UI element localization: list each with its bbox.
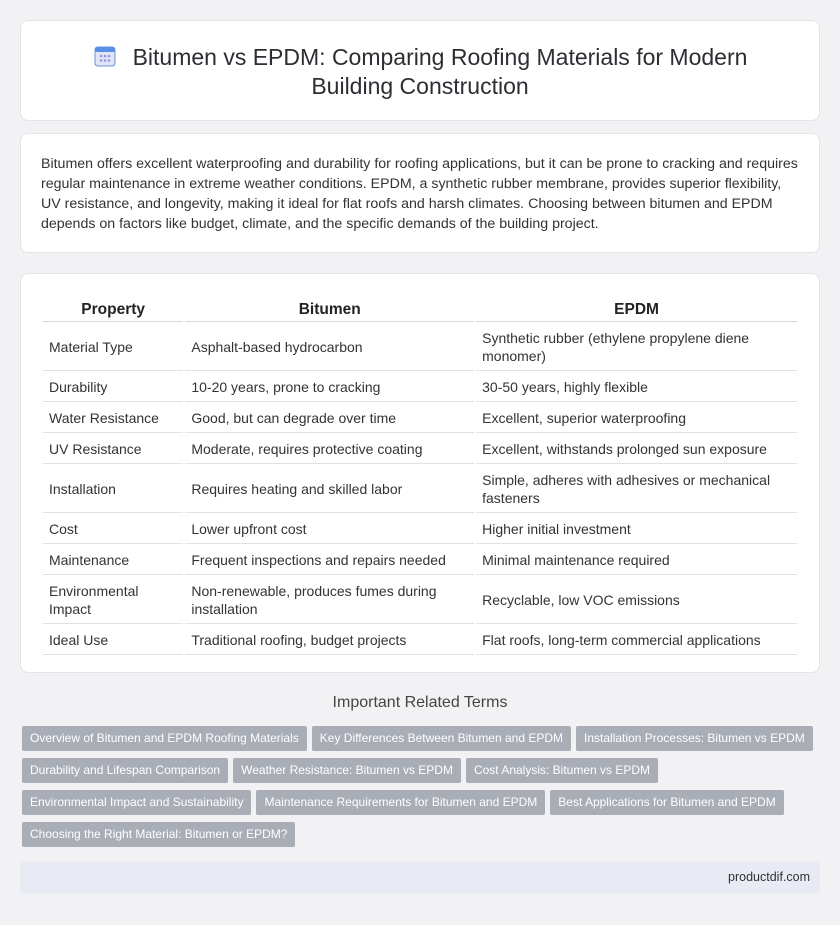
related-term-tag[interactable]: Overview of Bitumen and EPDM Roofing Materials xyxy=(22,726,307,751)
cell-bitumen: Moderate, requires protective coating xyxy=(185,435,474,464)
header-property: Property xyxy=(43,298,183,322)
table-row xyxy=(43,404,797,433)
related-terms-list xyxy=(22,726,822,854)
related-term-tag[interactable]: Environmental Impact and Sustainability xyxy=(22,790,251,815)
title-card xyxy=(20,20,820,121)
cell-epdm: Flat roofs, long-term commercial applications xyxy=(476,626,797,655)
comparison-table xyxy=(41,296,799,657)
related-term-tag[interactable]: Cost Analysis: Bitumen vs EPDM xyxy=(466,758,658,783)
calendar-icon xyxy=(93,44,117,68)
cell-epdm: Higher initial investment xyxy=(476,515,797,544)
cell-epdm: Simple, adheres with adhesives or mechanical fasteners xyxy=(476,466,797,513)
cell-property: UV Resistance xyxy=(43,435,183,464)
related-term-tag[interactable]: Best Applications for Bitumen and EPDM xyxy=(550,790,783,815)
cell-bitumen: Requires heating and skilled labor xyxy=(185,466,474,513)
cell-property: Cost xyxy=(43,515,183,544)
related-term-tag[interactable]: Choosing the Right Material: Bitumen or EPDM? xyxy=(22,822,295,847)
cell-epdm: Synthetic rubber (ethylene propylene diene monomer) xyxy=(476,324,797,371)
table-row xyxy=(43,577,797,624)
table-header-row xyxy=(43,298,797,322)
cell-property: Installation xyxy=(43,466,183,513)
cell-bitumen: Frequent inspections and repairs needed xyxy=(185,546,474,575)
comparison-card xyxy=(20,273,820,673)
page-title: Bitumen vs EPDM: Comparing Roofing Materials for Modern Building Construction xyxy=(132,44,748,99)
cell-epdm: 30-50 years, highly flexible xyxy=(476,373,797,402)
cell-epdm: Excellent, superior waterproofing xyxy=(476,404,797,433)
cell-bitumen: 10-20 years, prone to cracking xyxy=(185,373,474,402)
table-row xyxy=(43,546,797,575)
related-term-tag[interactable]: Durability and Lifespan Comparison xyxy=(22,758,228,783)
cell-epdm: Excellent, withstands prolonged sun exposure xyxy=(476,435,797,464)
footer xyxy=(20,862,820,894)
footer-site-link[interactable]: productdif.com xyxy=(728,870,810,884)
intro-paragraph: Bitumen offers excellent waterproofing and durability for roofing applications, but it can be prone to cracking and requires regular maintenance in extreme weather conditions. EPDM, a synthetic rubber membrane, provides superior flexibility, UV resistance, and longevity, making it ideal for flat roofs and harsh climates. Choosing between bitumen and EPDM depends on factors like budget, climate, and the specific demands of the building project. xyxy=(41,156,798,232)
header-epdm: EPDM xyxy=(476,298,797,322)
related-term-tag[interactable]: Key Differences Between Bitumen and EPDM xyxy=(312,726,571,751)
cell-property: Maintenance xyxy=(43,546,183,575)
table-row xyxy=(43,324,797,371)
table-row xyxy=(43,435,797,464)
related-terms-heading: Important Related Terms xyxy=(332,694,508,711)
cell-property: Environmental Impact xyxy=(43,577,183,624)
cell-property: Water Resistance xyxy=(43,404,183,433)
related-term-tag[interactable]: Maintenance Requirements for Bitumen and EPDM xyxy=(256,790,545,815)
cell-bitumen: Asphalt-based hydrocarbon xyxy=(185,324,474,371)
page-title-wrap xyxy=(21,43,819,101)
cell-bitumen: Non-renewable, produces fumes during installation xyxy=(185,577,474,624)
cell-bitumen: Good, but can degrade over time xyxy=(185,404,474,433)
cell-epdm: Recyclable, low VOC emissions xyxy=(476,577,797,624)
header-bitumen: Bitumen xyxy=(185,298,474,322)
cell-bitumen: Traditional roofing, budget projects xyxy=(185,626,474,655)
table-row xyxy=(43,626,797,655)
cell-property: Durability xyxy=(43,373,183,402)
related-term-tag[interactable]: Installation Processes: Bitumen vs EPDM xyxy=(576,726,813,751)
table-row xyxy=(43,466,797,513)
cell-bitumen: Lower upfront cost xyxy=(185,515,474,544)
cell-property: Ideal Use xyxy=(43,626,183,655)
intro-card xyxy=(20,133,820,253)
cell-property: Material Type xyxy=(43,324,183,371)
cell-epdm: Minimal maintenance required xyxy=(476,546,797,575)
table-row xyxy=(43,515,797,544)
related-term-tag[interactable]: Weather Resistance: Bitumen vs EPDM xyxy=(233,758,461,783)
table-row xyxy=(43,373,797,402)
